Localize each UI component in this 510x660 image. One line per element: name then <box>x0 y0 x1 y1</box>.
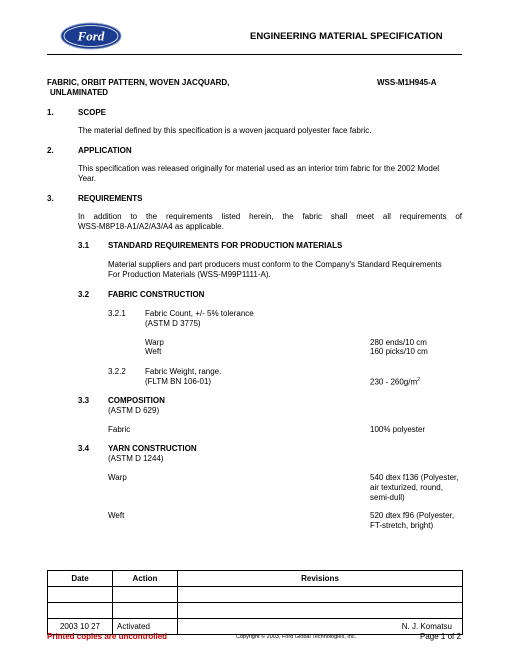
revision-date-cell <box>48 603 113 619</box>
table-row <box>48 587 463 603</box>
section-3-1-title: STANDARD REQUIREMENTS FOR PRODUCTION MATERIALS <box>108 241 343 250</box>
revision-date-cell <box>48 587 113 603</box>
header-divider <box>47 54 462 55</box>
revision-text-cell <box>178 603 463 619</box>
yarn-warp-value-line3: semi-dull) <box>370 493 405 502</box>
section-2-text-line1: This specification was released originally for material used as an interior trim fabric for the 2002 Model <box>78 164 440 173</box>
section-3-text-line1: In addition to the requirements listed herein, the fabric shall meet all requirements of <box>78 212 462 221</box>
revision-action-cell <box>113 587 178 603</box>
fabric-weight-label: Fabric Weight, range. <box>145 367 222 376</box>
section-3-3-title: COMPOSITION <box>108 396 165 405</box>
fabric-weight-value-text: 230 - 260g/m <box>370 377 418 387</box>
copyright-notice: Copyright © 2003, Ford Global Technologies, Inc. <box>236 634 357 640</box>
section-3-4-title: YARN CONSTRUCTION <box>108 444 197 453</box>
section-2-text-line2: Year. <box>78 174 96 183</box>
yarn-warp-label: Warp <box>108 473 127 482</box>
section-3-1-text-line1: Material suppliers and part producers must conform to the Company's Standard Requirements <box>108 260 442 269</box>
fabric-count-label: Fabric Count, +/- 5% tolerance <box>145 309 254 318</box>
section-1-number: 1. <box>47 108 54 117</box>
document-header-title: ENGINEERING MATERIAL SPECIFICATION <box>250 31 443 42</box>
revision-date-cell: 2003 10 27 <box>48 619 113 635</box>
revision-header-revisions: Revisions <box>178 571 463 587</box>
fabric-count-weft-label: Weft <box>145 347 162 356</box>
ford-logo-text: Ford <box>77 28 105 44</box>
section-3-2-number: 3.2 <box>78 290 90 299</box>
section-3-2-2-number: 3.2.2 <box>108 367 126 376</box>
spec-number: WSS-M1H945-A <box>377 78 437 87</box>
section-3-title: REQUIREMENTS <box>78 194 143 203</box>
yarn-weft-label: Weft <box>108 511 125 520</box>
fabric-weight-unit-exponent: 2 <box>417 377 420 383</box>
section-3-text-line2: WSS-M8P18-A1/A2/A3/A4 as applicable. <box>78 222 224 231</box>
revision-text-cell <box>178 587 463 603</box>
section-3-1-text-line2: For Production Materials (WSS-M99P1111-A). <box>108 270 271 279</box>
section-3-3-number: 3.3 <box>78 396 90 405</box>
section-3-2-title: FABRIC CONSTRUCTION <box>108 290 205 299</box>
revision-action-cell: Activated <box>113 619 178 635</box>
section-1-title: SCOPE <box>78 108 107 117</box>
composition-method: (ASTM D 629) <box>108 406 160 415</box>
revision-table-header <box>48 571 463 587</box>
fabric-count-warp-label: Warp <box>145 338 164 347</box>
page-number: Page 1 of 2 <box>420 632 461 641</box>
composition-fabric-label: Fabric <box>108 425 131 434</box>
revision-header-date: Date <box>48 571 113 587</box>
section-3-2-1-number: 3.2.1 <box>108 309 126 318</box>
section-3-number: 3. <box>47 194 54 203</box>
table-row <box>48 603 463 619</box>
fabric-weight-value <box>370 377 420 387</box>
section-2-number: 2. <box>47 146 54 155</box>
revision-action-cell <box>113 603 178 619</box>
fabric-count-warp-value: 280 ends/10 cm <box>370 338 427 347</box>
fabric-count-method: (ASTM D 3775) <box>145 319 201 328</box>
composition-fabric-value: 100% polyester <box>370 425 426 434</box>
section-2-title: APPLICATION <box>78 146 132 155</box>
yarn-weft-value-line2: FT-stretch, bright) <box>370 521 434 530</box>
ford-logo <box>60 22 122 50</box>
yarn-construction-method: (ASTM D 1244) <box>108 454 164 463</box>
yarn-weft-value-line1: 520 dtex f96 (Polyester, <box>370 511 455 520</box>
revision-table <box>47 570 463 635</box>
uncontrolled-copy-notice: Printed copies are uncontrolled <box>47 632 168 641</box>
revision-text-cell: N. J. Komatsu <box>178 619 463 635</box>
fabric-count-weft-value: 160 picks/10 cm <box>370 347 428 356</box>
section-1-text: The material defined by this specification is a woven jacquard polyester face fabric. <box>78 126 372 135</box>
spec-title-line1: FABRIC, ORBIT PATTERN, WOVEN JACQUARD, <box>47 78 230 87</box>
yarn-warp-value-line1: 540 dtex f136 (Polyester, <box>370 473 459 482</box>
fabric-weight-method: (FLTM BN 106-01) <box>145 377 212 386</box>
section-3-1-number: 3.1 <box>78 241 90 250</box>
yarn-warp-value-line2: air texturized, round, <box>370 483 443 492</box>
section-3-4-number: 3.4 <box>78 444 90 453</box>
revision-header-action: Action <box>113 571 178 587</box>
spec-title-line2: UNLAMINATED <box>50 88 109 97</box>
